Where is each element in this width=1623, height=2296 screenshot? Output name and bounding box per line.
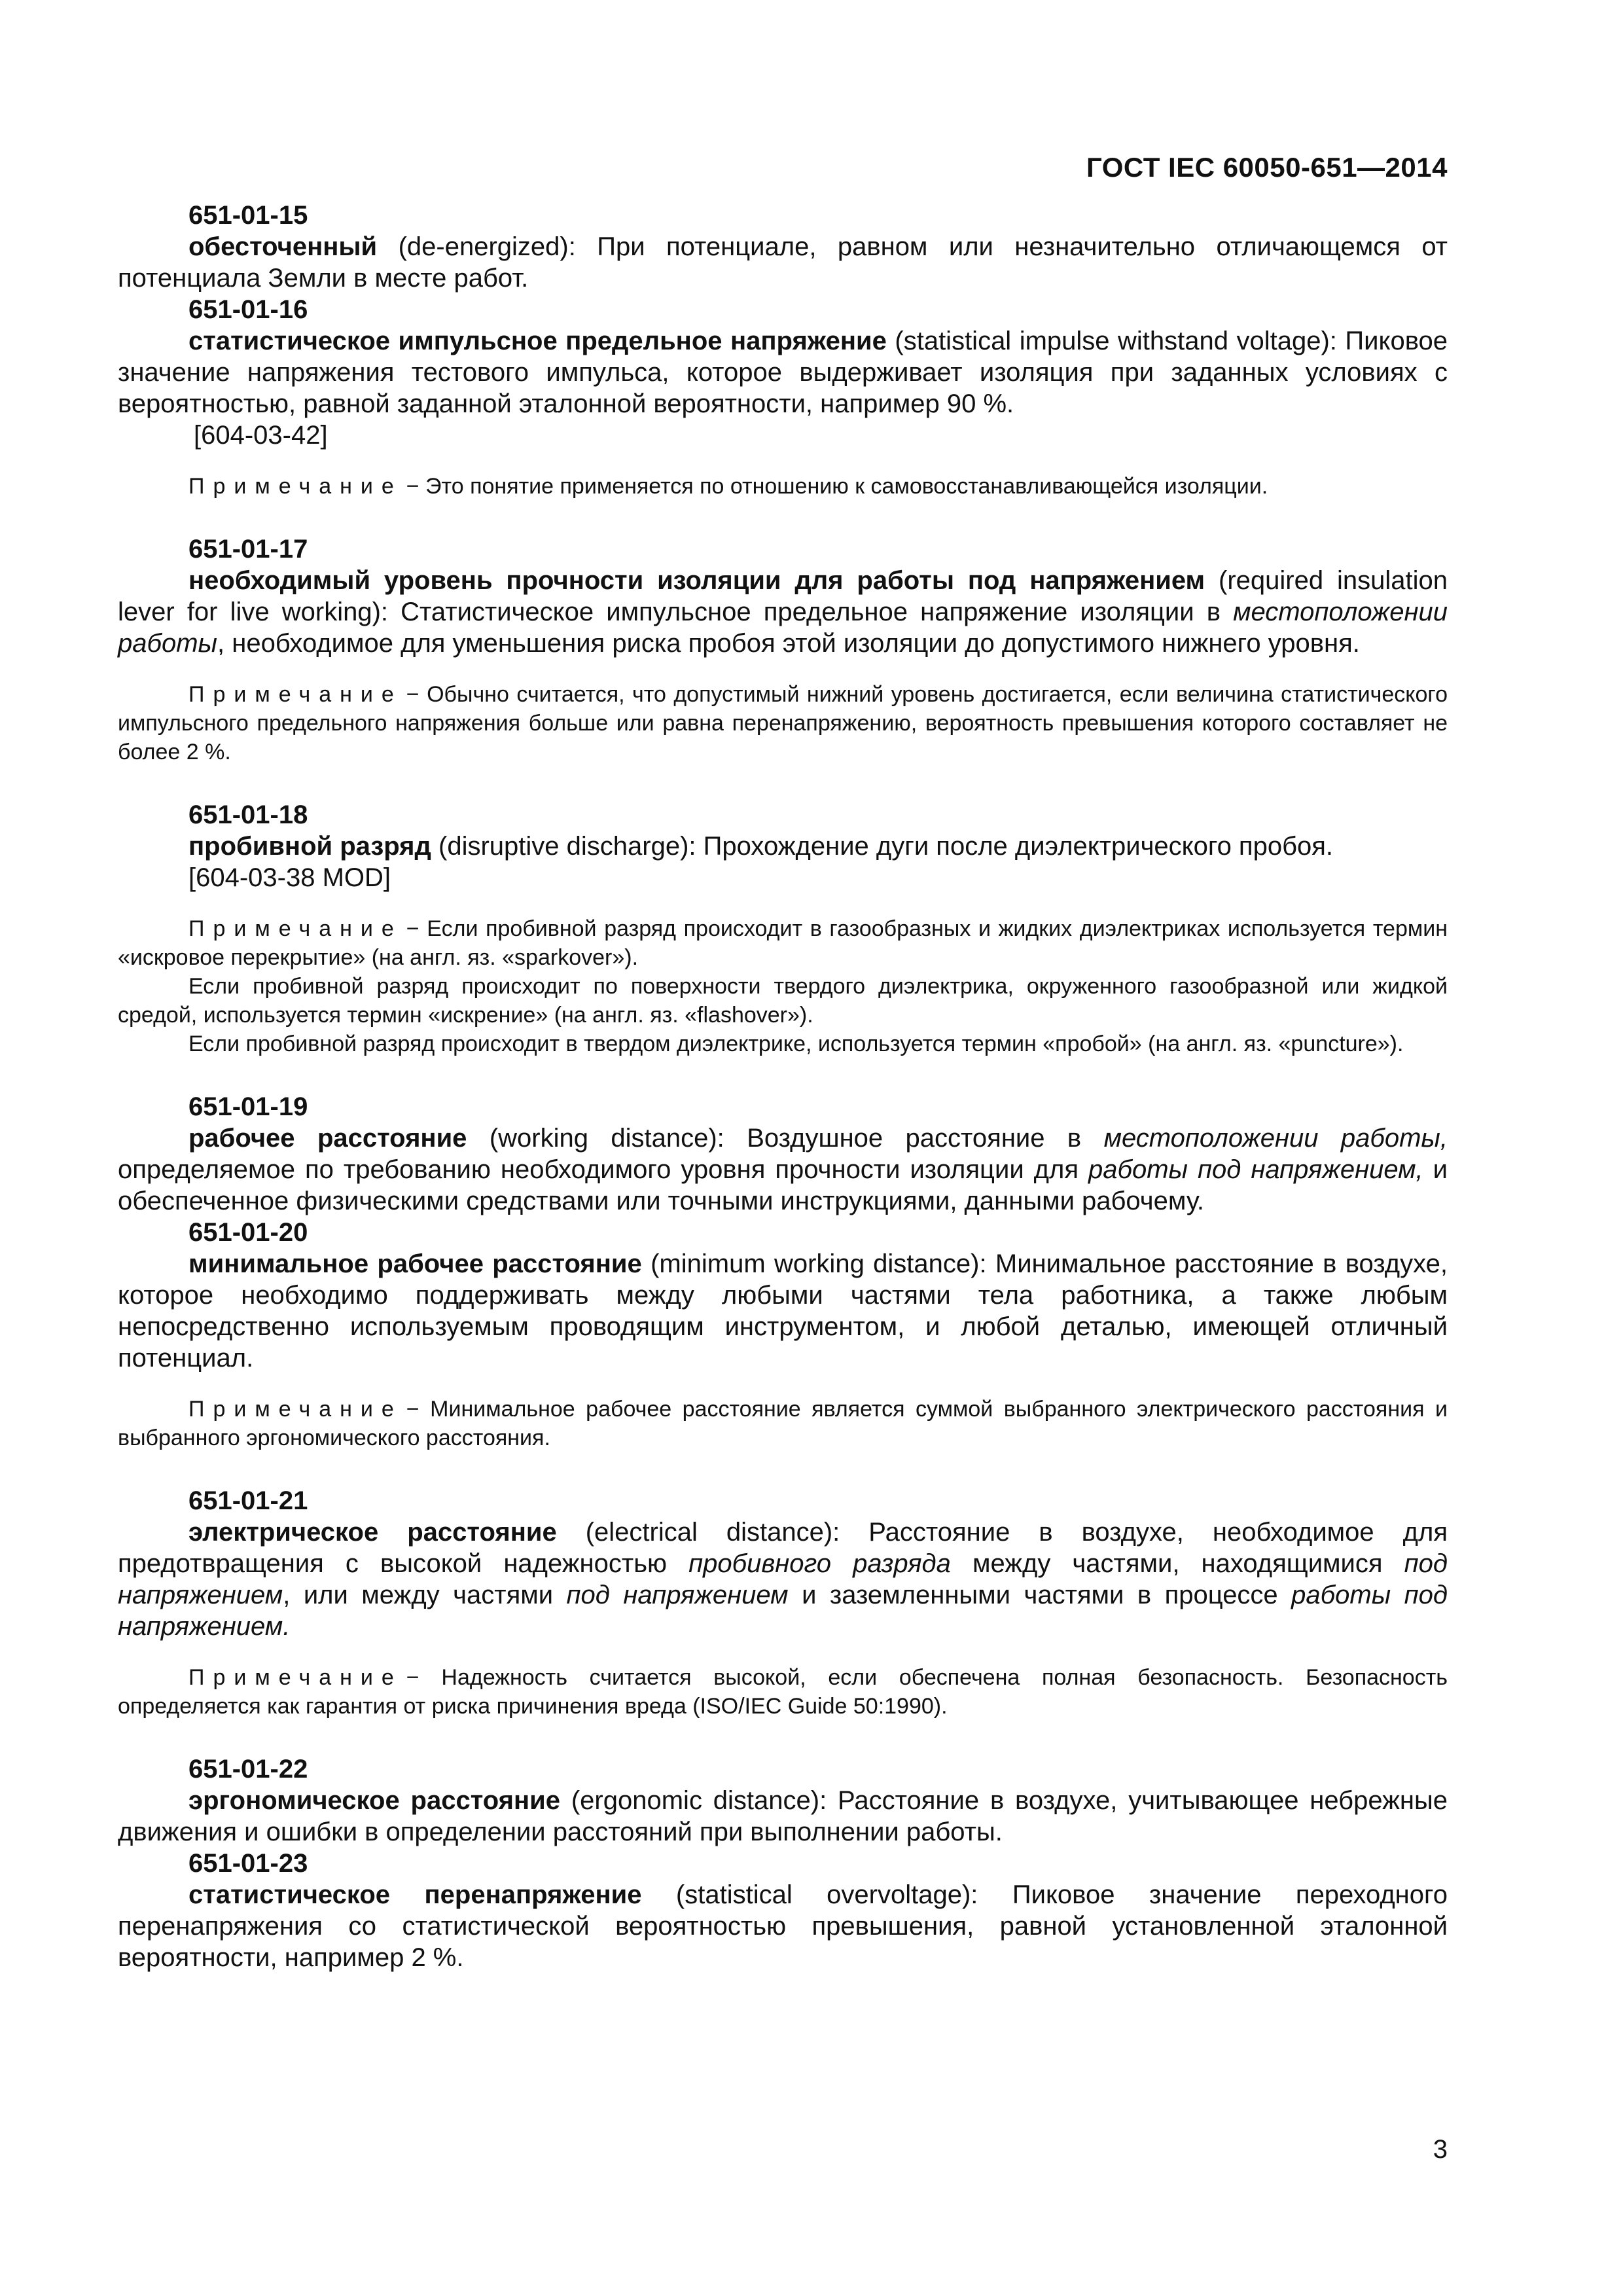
term-definition	[118, 1122, 1448, 1217]
term-text: Воздушное расстояние в	[747, 1124, 1104, 1153]
term-crossref: под напряжением	[118, 1549, 1448, 1609]
term-number: 651-01-18	[188, 800, 308, 829]
note-text: − Это понятие применяется по отношению к самовосстанавливающейся изоляции.	[406, 474, 1268, 499]
term-note	[118, 680, 1448, 766]
term-number: 651-01-23	[188, 1849, 308, 1878]
note-text: Если пробивной разряд происходит в твердом диэлектрике, используется термин «пробой» (на англ. яз. «puncture»).	[188, 1031, 1404, 1056]
term-entry	[118, 294, 1448, 501]
term-text: Пиковое значение переходного перенапряжения со статистической вероятностью превышения, равной установленной эталонной вероятности, например 2 %.	[118, 1880, 1448, 1972]
term-entry	[118, 1485, 1448, 1721]
term-english: (required insulation lever for live working):	[118, 566, 1448, 626]
term-text: и обеспеченное физическими средствами или точными инструкциями, данными рабочему.	[118, 1155, 1448, 1215]
term-entry	[118, 799, 1448, 1058]
term-english: (disruptive discharge):	[431, 832, 704, 861]
term-english: (statistical overvoltage):	[641, 1880, 1012, 1909]
note-label: Примечание	[188, 1397, 402, 1422]
term-reference: [604-03-42]	[194, 421, 328, 450]
term-note	[118, 1395, 1448, 1452]
term-crossref: местоположении работы	[118, 598, 1448, 658]
term-text: Расстояние в воздухе, учитывающее небрежные движения и ошибки в определении расстояний при выполнении работы.	[118, 1786, 1448, 1846]
term-crossref: под напряжением	[566, 1581, 789, 1609]
term-definition	[118, 325, 1448, 420]
note-label: Примечание	[188, 916, 402, 941]
term-text: При потенциале, равном или незначительно отличающемся от потенциала Земли в месте работ.	[118, 232, 1448, 293]
term-english: (working distance):	[467, 1124, 747, 1153]
term-entry	[118, 1753, 1448, 1848]
term-crossref: пробивного разряда	[688, 1549, 951, 1578]
term-definition	[118, 1248, 1448, 1374]
note-text: Если пробивной разряд происходит по поверхности твердого диэлектрика, окруженного газообразной или жидкой средой, используется термин «искрение» (на англ. яз. «flashover»).	[118, 974, 1448, 1028]
term-name: обесточенный	[188, 232, 378, 261]
term-definition	[118, 1516, 1448, 1642]
term-entry	[118, 1091, 1448, 1217]
term-name: пробивной разряд	[188, 832, 431, 861]
term-definition	[118, 1879, 1448, 1973]
term-crossref: местоположении работы,	[1103, 1124, 1448, 1153]
term-text: , или между частями	[283, 1581, 567, 1609]
term-name: минимальное рабочее расстояние	[188, 1249, 642, 1278]
term-text: Статистическое импульсное предельное напряжение изоляции в	[401, 598, 1234, 626]
term-number: 651-01-19	[188, 1092, 308, 1121]
note-label: Примечание	[188, 1665, 402, 1690]
note-text: − Обычно считается, что допустимый нижний уровень достигается, если величина статистического импульсного предельного напряжения больше или равна перенапряжению, вероятность превышения которого составляет не более 2 %.	[118, 682, 1448, 764]
term-number: 651-01-22	[188, 1755, 308, 1784]
term-note	[118, 472, 1448, 501]
term-name: рабочее расстояние	[188, 1124, 467, 1153]
term-entry	[118, 1217, 1448, 1452]
term-name: необходимый уровень прочности изоляции для работы под напряжением	[188, 566, 1205, 595]
term-english: (ergonomic distance):	[560, 1786, 838, 1815]
term-entry	[118, 533, 1448, 766]
term-english: (statistical impulse withstand voltage):	[886, 327, 1346, 355]
note-text: − Минимальное рабочее расстояние является суммой выбранного электрического расстояния и выбранного эргономического расстояния.	[118, 1397, 1448, 1450]
note-label: Примечание	[188, 474, 402, 499]
term-crossref: работы под напряжением.	[118, 1581, 1448, 1641]
term-text: и заземленными частями в процессе	[788, 1581, 1292, 1609]
term-definition	[118, 231, 1448, 294]
term-text: Минимальное расстояние в воздухе, которое необходимо поддерживать между любыми частями тела работника, а также любым непосредственно используемым проводящим инструментом, и любой деталью, имеющей отличный потенциал.	[118, 1249, 1448, 1372]
term-name: статистическое импульсное предельное напряжение	[188, 327, 887, 355]
term-text: Расстояние в воздухе, необходимое для предотвращения с высокой надежностью	[118, 1518, 1448, 1578]
term-definition	[118, 1785, 1448, 1848]
term-definition	[118, 831, 1448, 862]
page-number: 3	[1433, 2135, 1448, 2164]
term-text: Пиковое значение напряжения тестового импульса, которое выдерживает изоляция при заданных условиях с вероятностью, равной заданной эталонной вероятности, например 90 %.	[118, 327, 1448, 418]
term-definition	[118, 565, 1448, 659]
term-text: , необходимое для уменьшения риска пробоя этой изоляции до допустимого нижнего уровня.	[217, 629, 1360, 658]
term-name: электрическое расстояние	[188, 1518, 557, 1547]
term-text: между частями, находящимися	[950, 1549, 1404, 1578]
term-note	[118, 914, 1448, 1058]
term-note	[118, 1663, 1448, 1721]
term-name: статистическое перенапряжение	[188, 1880, 642, 1909]
term-entry	[118, 1848, 1448, 1973]
term-english: (minimum working distance):	[641, 1249, 995, 1278]
term-english: (electrical distance):	[556, 1518, 869, 1547]
term-reference: [604-03-38 MOD]	[188, 863, 391, 892]
note-text: − Если пробивной разряд происходит в газообразных и жидких диэлектриках используется термин «искровое перекрытие» (на англ. яз. «sparkover»).	[118, 916, 1448, 970]
note-text: − Надежность считается высокой, если обеспечена полная безопасность. Безопасность определяется как гарантия от риска причинения вреда (ISO/IEC Guide 50:1990).	[118, 1665, 1448, 1719]
term-english: (de-energized):	[377, 232, 597, 261]
term-number: 651-01-17	[188, 535, 308, 564]
term-entry	[118, 200, 1448, 294]
term-number: 651-01-20	[188, 1218, 308, 1247]
term-text: Прохождение дуги после диэлектрического пробоя.	[703, 832, 1334, 861]
term-number: 651-01-21	[188, 1486, 308, 1515]
note-label: Примечание	[188, 682, 402, 707]
document-body	[118, 200, 1448, 1973]
term-text: определяемое по требованию необходимого уровня прочности изоляции для	[118, 1155, 1088, 1184]
term-name: эргономическое расстояние	[188, 1786, 561, 1815]
term-crossref: работы под напряжением,	[1088, 1155, 1423, 1184]
term-number: 651-01-15	[188, 201, 308, 230]
term-number: 651-01-16	[188, 295, 308, 324]
document-header: ГОСТ IEC 60050-651—2014	[1086, 152, 1448, 183]
